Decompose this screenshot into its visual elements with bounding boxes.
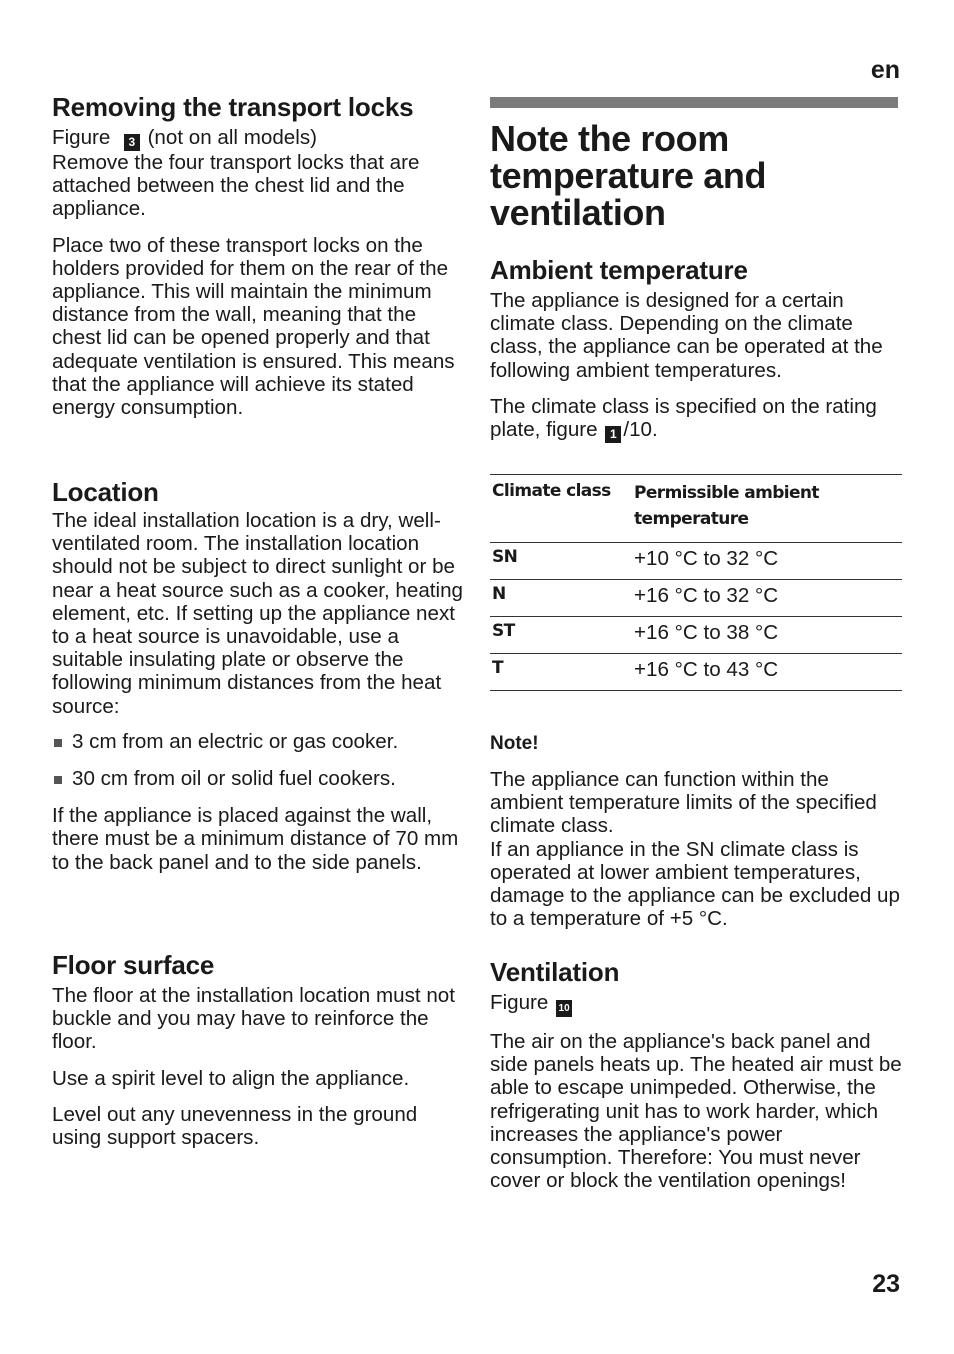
climate-class-table xyxy=(490,474,902,691)
table-header-permissible-temp: Permissible ambient temperature xyxy=(634,483,819,529)
location-paragraph-1: The ideal installation location is a dry, well-ventilated room. The installation location should not be subject to direct sunlight or be near a heat source such as a cooker, heating element, etc. If setting up the appliance next to a heat source is unavoidable, use a suitable insulating plate or observe the following minimum distances from the heat source: xyxy=(52,509,463,718)
transport-figure-ref xyxy=(52,126,464,151)
table-cell-temp: +16 °C to 32 °C xyxy=(620,580,902,617)
language-code: en xyxy=(870,56,900,84)
floor-paragraph-2: Use a spirit level to align the appliance. xyxy=(52,1066,410,1090)
table-row xyxy=(490,543,902,580)
table-header-climate-class: Climate class xyxy=(492,481,611,501)
ambient-heading: Ambient temperature xyxy=(490,255,748,285)
table-cell-class: T xyxy=(490,654,620,691)
table-cell-class: N xyxy=(490,580,620,617)
rating-plate-text: The climate class is specified on the rating plate, figure xyxy=(490,394,877,442)
ventilation-paragraph: The air on the appliance's back panel and side panels heats up. The heated air must be able to escape unimpeded. Otherwise, the refrigerating unit has to work harder, which increases the appliance's power consumption. Therefore: You must never cover or block the ventilation openings! xyxy=(490,1030,902,1193)
ambient-paragraph-2 xyxy=(490,395,902,443)
distance-list xyxy=(52,730,464,790)
section-divider-bar xyxy=(490,97,898,108)
table-row xyxy=(490,580,902,617)
location-heading: Location xyxy=(52,477,159,507)
floor-heading: Floor surface xyxy=(52,950,215,980)
table-cell-temp: +16 °C to 43 °C xyxy=(620,654,902,691)
page-number: 23 xyxy=(872,1270,900,1298)
figure-label: Figure xyxy=(52,126,111,149)
table-row xyxy=(490,654,902,691)
table-cell-class: ST xyxy=(490,617,620,654)
ambient-paragraph-1: The appliance is designed for a certain climate class. Depending on the climate class, the appliance can be operated at the following ambient temperatures. xyxy=(490,289,883,382)
location-section xyxy=(52,477,464,874)
transport-paragraph-1: Remove the four transport locks that are attached between the chest lid and the appliance. xyxy=(52,151,420,221)
table-cell-class: SN xyxy=(490,543,620,580)
main-heading-block xyxy=(490,120,902,231)
transport-locks-heading: Removing the transport locks xyxy=(52,92,414,122)
note-heading: Note! xyxy=(490,733,539,754)
table-cell-temp: +10 °C to 32 °C xyxy=(620,543,902,580)
table-cell-temp: +16 °C to 38 °C xyxy=(620,617,902,654)
list-item: 30 cm from oil or solid fuel cookers. xyxy=(52,767,464,790)
figure-note: (not on all models) xyxy=(147,126,317,149)
transport-paragraph-2: Place two of these transport locks on the holders provided for them on the rear of the appliance. This will maintain the minimum distance from the wall, meaning that the chest lid can be opened properly and that adequate ventilation is ensured. This means that the appliance will achieve its stated energy consumption. xyxy=(52,233,455,420)
note-section xyxy=(490,733,902,930)
note-paragraph-1: The appliance can function within the ambient temperature limits of the specified climate class. xyxy=(490,768,877,838)
figure-subref: /10. xyxy=(623,418,658,442)
figure-number-badge: 3 xyxy=(124,134,140,151)
ventilation-figure-ref xyxy=(490,991,902,1017)
floor-paragraph-1: The floor at the installation location must not buckle and you may have to reinforce the floor. xyxy=(52,984,455,1054)
table-row xyxy=(490,617,902,654)
ventilation-section xyxy=(490,957,902,1192)
list-item: 3 cm from an electric or gas cooker. xyxy=(52,730,464,753)
page-title: Note the room temperature and ventilation xyxy=(490,118,767,233)
transport-locks-section xyxy=(52,92,464,419)
note-paragraph-2: If an appliance in the SN climate class is operated at lower ambient temperatures, damage to the appliance can be excluded up to a temperature of +5 °C. xyxy=(490,837,900,931)
figure-label: Figure xyxy=(490,991,549,1014)
figure-number-badge: 1 xyxy=(605,426,621,443)
floor-section xyxy=(52,950,464,1149)
ventilation-heading: Ventilation xyxy=(490,957,620,987)
floor-paragraph-3: Level out any unevenness in the ground using support spacers. xyxy=(52,1102,418,1150)
figure-number-badge: 10 xyxy=(556,1000,572,1017)
location-paragraph-2: If the appliance is placed against the wall, there must be a minimum distance of 70 mm to the back panel and to the side panels. xyxy=(52,804,459,874)
ambient-section xyxy=(490,255,902,443)
